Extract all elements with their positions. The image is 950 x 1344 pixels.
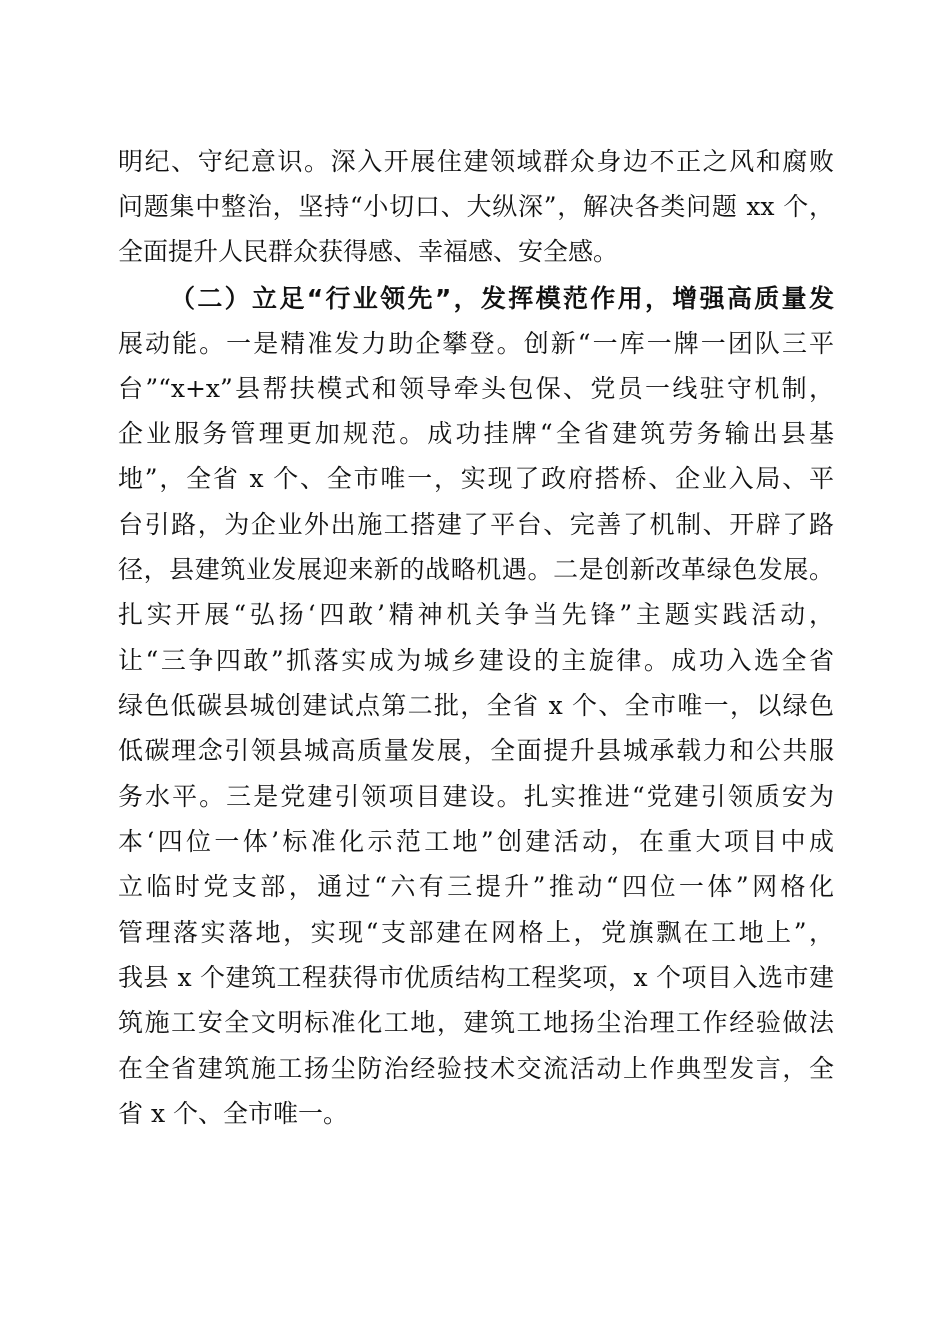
paragraph-2-line-16: 筑施工安全文明标准化工地，建筑工地扬尘治理工作经验做法	[118, 1008, 834, 1037]
paragraph-2-line-11: 务水平。三是党建引领项目建设。扎实推进“党建引领质安为	[118, 782, 834, 811]
section-heading: （二）立足“行业领先”，发挥模范作用，增强高质量发	[170, 284, 834, 313]
paragraph-2-line-12: 本‘四位一体’标准化示范工地”创建活动，在重大项目中成	[118, 827, 834, 856]
paragraph-2-line-2: 台”“x+x”县帮扶模式和领导牵头包保、党员一线驻守机制，	[118, 374, 834, 403]
paragraph-2-line-13: 立临时党支部，通过“六有三提升”推动“四位一体”网格化	[118, 872, 834, 901]
paragraph-2-line-5: 台引路，为企业外出施工搭建了平台、完善了机制、开辟了路	[118, 510, 834, 539]
paragraph-2-line-3: 企业服务管理更加规范。成功挂牌“全省建筑劳务输出县基	[118, 419, 834, 448]
paragraph-1-line-1: 明纪、守纪意识。深入开展住建领域群众身边不正之风和腐败	[118, 147, 834, 176]
paragraph-1-line-3: 全面提升人民群众获得感、幸福感、安全感。	[118, 237, 619, 266]
paragraph-2-line-17: 在全省建筑施工扬尘防治经验技术交流活动上作典型发言，全	[118, 1054, 834, 1083]
paragraph-2-line-1: 展动能。一是精准发力助企攀登。创新“一库一牌一团队三平	[118, 329, 834, 358]
paragraph-2-line-6: 径，县建筑业发展迎来新的战略机遇。二是创新改革绿色发展。	[118, 555, 834, 584]
paragraph-1-line-2: 问题集中整治，坚持“小切口、大纵深”，解决各类问题 xx 个，	[118, 192, 834, 221]
paragraph-2-line-14: 管理落实落地，实现“支部建在网格上，党旗飘在工地上”，	[118, 918, 834, 947]
paragraph-2-line-9: 绿色低碳县城创建试点第二批，全省 x 个、全市唯一，以绿色	[118, 691, 834, 720]
paragraph-2-line-10: 低碳理念引领县城高质量发展，全面提升县城承载力和公共服	[118, 736, 834, 765]
paragraph-2-line-15: 我县 x 个建筑工程获得市优质结构工程奖项，x 个项目入选市建	[118, 963, 834, 992]
paragraph-2-line-7: 扎实开展“弘扬‘四敢’精神机关争当先锋”主题实践活动，	[118, 600, 834, 629]
paragraph-2-line-8: 让“三争四敢”抓落实成为城乡建设的主旋律。成功入选全省	[118, 646, 834, 675]
paragraph-2-line-4: 地”，全省 x 个、全市唯一，实现了政府搭桥、企业入局、平	[118, 464, 834, 493]
paragraph-2-line-18: 省 x 个、全市唯一。	[118, 1099, 348, 1128]
